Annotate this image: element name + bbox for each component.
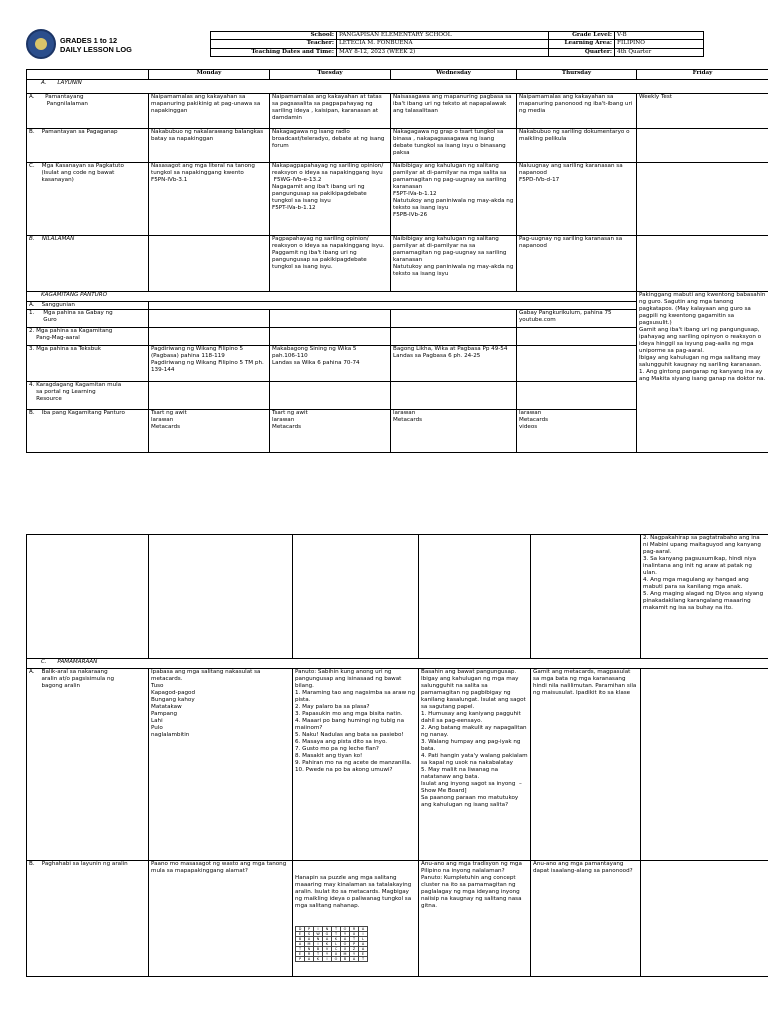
puzzle-cell: T [359,957,368,962]
puzzle-cell: Y [341,932,350,937]
teksbuk-thursday [517,346,637,382]
puzzle-cell: B [341,957,350,962]
balik-aral-label: A. Balik-aral sa nakaraang aralin at/o pagsisimula ng bagong aralin [27,669,149,861]
puzzle-cell: D [296,927,305,932]
friday-assessment-text: Pakinggang mabuti ang kwentong babasahin ng guro. Sagutin ang mga tanong pagkatapos. (May kalayaan ang guro sa pagpili ng kwentong gagamitin sa pagsusulit.) Gamit ang iba't ibang uri ng pangungusap, ipahayag ang sariling opinyon o reaksyon o ideya hinggil sa isyung pag-aalis ng mga uniporme sa pag-aaral. Ibigay ang kahulugan ng mga salitang may salungguhit kaugnay ng sariling karanasan. 1. Ang gintong pangarap ng kanyang ina ay ang Makita siyang isang ganap na doktor na. [637,292,768,453]
kasanayan-label: C. Mga Kasanayan sa Pagkatuto (Isulat ang code ng bawat kasanayan) [27,163,149,236]
puzzle-cell: U [350,932,359,937]
puzzle-cell: I [314,927,323,932]
gabay-monday [149,310,270,328]
puzzle-cell: T [350,937,359,942]
gabay-tuesday [270,310,391,328]
puzzle-cell: X [341,947,350,952]
paghahabi-tuesday [293,861,419,977]
puzzle-cell: K [323,942,332,947]
paghahabi-friday [641,861,768,977]
day-header-thursday: Thursday [517,70,637,80]
nilalaman-tuesday: Pagpapahayag ng sariling opinion/ reaksyon o ideya sa napakinggang isyu. Paggamit ng iba't ibang uri ng pangungusap sa pakikipagdebate tungkol sa isang isyu. [270,236,391,292]
kagamitan-label: 2. Mga pahina sa Kagamitang Pang-Mag-aaral [27,328,149,346]
puzzle-cell: W [314,932,323,937]
puzzle-cell: N [314,937,323,942]
pamantayang-wednesday: Naisasagawa ang mapanuring pagbasa sa iba't ibang uri ng teksto at napapalawak ang talasalitaan [391,94,517,129]
lr-tuesday [270,382,391,410]
puzzle-cell: A [305,957,314,962]
kagamitan-tuesday [270,328,391,346]
document-title: GRADES 1 to 12 DAILY LESSON LOG [60,36,132,54]
teksbuk-monday: Pagdiriwang ng Wikang Filipino 5 (Pagbasa) pahina 118-119 Pagdiriwang ng Wikang Filipino 5 TM ph. 139-144 [149,346,270,382]
nilalaman-wednesday: Naibibigay ang kahulugan ng salitang pamilyar at di-pamilyar na sa pamamagitan ng pag-uugnay sa sariling karanasan Natutukoy ang paniniwala ng may-akda ng teksto sa isang isyu [391,236,517,292]
nilalaman-monday [149,236,270,292]
puzzle-cell: P [305,927,314,932]
puzzle-cell: V [323,947,332,952]
paghahabi-tuesday-text: Hanapin sa puzzle ang mga salitang maaaring may kinalaman sa tatalakaying aralin. Isulat ito sa metacards. Magbigay ng maikling ideya o paliwanag tungkol sa mga salitang nahanap. [295,875,414,909]
puzzle-cell: A [296,942,305,947]
puzzle-cell: I [314,942,323,947]
pamantayang-label: A. Pamantayang Pangnilalaman [27,94,149,129]
lesson-table-page2 [26,534,768,977]
balik-friday [641,669,768,861]
kagamitan-thursday [517,328,637,346]
sanggunian-label: A. Sanggunian [27,302,149,310]
puzzle-cell: A [359,942,368,947]
puzzle-cell: M [305,942,314,947]
iba-tuesday: Tsart ng awit larawan Metacards [270,410,391,453]
continued-wednesday [419,535,531,659]
lr-wednesday [391,382,517,410]
corner-cell [27,70,149,80]
puzzle-cell: T [296,947,305,952]
pagaganap-friday [637,129,768,163]
puzzle-cell: L [332,942,341,947]
puzzle-cell: Y [350,952,359,957]
layunin-heading: A. LAYUNIN [27,80,768,94]
puzzle-cell: A [359,927,368,932]
puzzle-cell: O [341,927,350,932]
kagamitan-wednesday [391,328,517,346]
puzzle-cell: Y [323,952,332,957]
paghahabi-thursday: Anu-ano ang mga pamantayang dapat isaalang-alang sa panonood? [531,861,641,977]
iba-monday: Tsart ng awit larawan Metacards [149,410,270,453]
puzzle-cell: K [314,957,323,962]
day-header-tuesday: Tuesday [270,70,391,80]
pagaganap-label: B. Pamantayan sa Pagaganap [27,129,149,163]
puzzle-cell: S [305,932,314,937]
deped-seal-icon [26,29,56,59]
school-label: School: [211,32,337,40]
pagaganap-tuesday: Nakagagawa ng isang radio broadcast/teleradyo, debate at ng isang forum [270,129,391,163]
lr-thursday [517,382,637,410]
day-header-friday: Friday [637,70,768,80]
puzzle-cell: B [296,937,305,942]
kagamitan-heading: KAGAMITANG PANTURO [27,292,637,302]
puzzle-cell: C [332,947,341,952]
kagamitan-monday [149,328,270,346]
paghahabi-monday: Paano mo masasagot ng wasto ang mga tanong mula sa mapapakinggang alamat? [149,861,293,977]
teacher-value: LETECIA M. FONBUENA [337,40,549,48]
puzzle-cell: E [296,952,305,957]
puzzle-cell: A [323,937,332,942]
puzzle-cell: R [350,927,359,932]
quarter-label: Quarter: [549,48,615,56]
puzzle-cell: B [314,947,323,952]
gabay-wednesday [391,310,517,328]
gabay-thursday: Gabay Pangkurikulum, pahina 75 youtube.com [517,310,637,328]
continued-tuesday [293,535,419,659]
puzzle-cell: A [359,947,368,952]
iba-pang-label: B. Iba pang Kagamitang Panturo [27,410,149,453]
puzzle-row [296,957,368,962]
teksbuk-label: 3. Mga pahina sa Teksbuk [27,346,149,382]
pamamaraan-heading: C. PAMAMARAAN [27,659,768,669]
puzzle-cell: P [296,957,305,962]
dates-value: MAY 8-12, 2023 (WEEK 2) [337,48,549,56]
lr-monday [149,382,270,410]
puzzle-cell: T [314,952,323,957]
gabay-label: 1. Mga pahina sa Gabay ng Guro [27,310,149,328]
teacher-label: Teacher: [211,40,337,48]
nilalaman-label: B. NILALAMAN [27,236,149,292]
balik-tuesday: Panuto: Sabihin kung anong uri ng pangungusap ang isinasaad ng bawat bilang. 1. Maraming tao ang nagsimba sa araw ng pista. 2. May palaro ba sa plasa? 3. Papasukin mo ang mga bisita natin. 4. Maaari po bang humingi ng tubig na maiinom? 5. Naku! Nadulas ang bata sa pasiebo! 6. Masaya ang pista dito sa inyo. 7. Gusto mo pa ng leche flan? 8. Masakit ang tiyan ko! 9. Pahiran mo na ng acete de manzanilla. 10. Pwede na po ba akong umuwi? [293,669,419,861]
puzzle-cell: E [296,932,305,937]
kasanayan-tuesday: Nakapagpapahayag ng sariling opinion/ reaksyon o ideya sa napakinggang isyu F5WG-IVb-e-13.2 Nagagamit ang iba't ibang uri ng pangungusap sa pakikipagdebate tungkol sa isang isyu F5PT-IVa-b-1.12 [270,163,391,236]
puzzle-cell: P [350,942,359,947]
pamantayang-friday: Weekly Test [637,94,768,129]
kasanayan-monday: Nasasagot ang mga literal na tanong tungkol sa napakinggang kwento F5PN-IVb-3.1 [149,163,270,236]
puzzle-cell: I [359,932,368,937]
lr-portal-label: 4. Karagdagang Kagamitan mula sa portal ng Learning Resource [27,382,149,410]
pagaganap-thursday: Nakabubuo ng sariling dokumentaryo o maikling pelikula [517,129,637,163]
continued-thursday [531,535,641,659]
puzzle-cell: U [332,952,341,957]
puzzle-cell: A [341,937,350,942]
teksbuk-tuesday: Makabagong Sining ng Wika 5 pah.106-110 Landas sa Wika 6 pahina 70-74 [270,346,391,382]
puzzle-cell: Z [350,947,359,952]
paghahabi-label: B. Paghahabi sa layunin ng aralin [27,861,149,977]
day-header-monday: Monday [149,70,270,80]
word-puzzle [295,926,368,962]
kasanayan-thursday: Naiuugnay ang sariling karanasan sa napanood F5PD-IVb-d-17 [517,163,637,236]
balik-wednesday: Basahin ang bawat pangungusap. Ibigay ang kahulugan ng mga may salungguhit na salita sa pamamagitan ng pagbibigay ng kanilang kasalungat. Isulat ang sagot sa sagutang papel. 1. Humusay ang kaniyang pagguhit dahil sa pag-eensayo. 2. Ang batang makulit ay napagalitan ng nanay. 3. Walang humpay ang pag-iyak ng bata. 4. Pati hangin yata'y walang pakialam sa kapal ng usok na nakabalatay 5. May maliit na liwanag na natatanaw ang bata. Isulat ang inyong sagot sa inyong – Show Me Board] Sa paanong paraan mo matutukoy ang kahulugan ng isang salita? [419,669,531,861]
pagaganap-wednesday: Nakagagawa ng grap o tsart tungkol sa binasa , nakapagsasagawa ng isang debate tungkol sa isang isyu o binasang paksa [391,129,517,163]
puzzle-cell: A [305,937,314,942]
puzzle-cell: O [341,942,350,947]
puzzle-cell: O [332,957,341,962]
continued-label [27,535,149,659]
balik-thursday: Gamit ang metacards, magpasulat sa mga bata ng mga karanasang hindi nila nalilimutan. Paramihan sila ng maisusulat. Ipadikit ito sa klase [531,669,641,861]
teksbuk-wednesday: Bagong Likha, Wika at Pagbasa Pp 49-54 Landas sa Pagbasa 6 ph. 24-25 [391,346,517,382]
kasanayan-friday [637,163,768,236]
sanggunian-cell [149,302,637,310]
grade-value: V-B [615,32,704,40]
kasanayan-wednesday: Naibibigay ang kahulugan ng salitang pamilyar at di-pamilyar na mga salita sa pamamagitan ng pag-uugnay sa sariling karanasan F5PT-IVa-b-1.12 Natutukoy ang paniniwala ng may-akda ng teksto sa isang isyu F5PB-IVb-26 [391,163,517,236]
pamantayang-thursday: Naipamamalas ang kakayahan sa mapanuring panonood ng iba't-ibang uri ng media [517,94,637,129]
dates-label: Teaching Dates and Time: [211,48,337,56]
nilalaman-friday [637,236,768,292]
iba-thursday: larawan Metacards videos [517,410,637,453]
puzzle-cell: A [350,957,359,962]
balik-monday: Ipabasa ang mga salitang nakasulat sa metacards. Tuso Kapagod-pagod Bungang kahoy Matatakaw Pampang Lahi Pulo naglalambitin [149,669,293,861]
puzzle-cell: L [359,937,368,942]
grade-label: Grade Level: [549,32,615,40]
paghahabi-wednesday: Anu-ano ang mga tradisyon ng mga Pilipino na inyong nalalaman? Panuto: Kumpletuhin ang concept cluster na ito sa pamamagitan ng paglalagay ng mga ideyang inyong naiisip na kaugnay ng salitang nasa gitna. [419,861,531,977]
puzzle-cell: I [323,957,332,962]
pagaganap-monday: Nakabubuo ng nakalarawang balangkas batay sa napakinggan [149,129,270,163]
puzzle-cell: T [332,927,341,932]
pamantayang-tuesday: Naipamamalas ang kakayahan at tatas sa pagsasalita sa pagpapahayag ng sariling ideya , kaisipan, karanasan at damdamin [270,94,391,129]
puzzle-cell: K [332,937,341,942]
continued-monday [149,535,293,659]
area-label: Learning Area: [549,40,615,48]
day-header-wednesday: Wednesday [391,70,517,80]
puzzle-cell: G [323,932,332,937]
pamantayang-monday: Naipamamalas ang kakayahan sa mapanuring pakikinig at pag-unawa sa napakinggan [149,94,270,129]
puzzle-cell: E [359,952,368,957]
puzzle-cell: N [305,947,314,952]
lesson-table-page1 [26,69,768,453]
puzzle-cell: N [323,927,332,932]
quarter-value: 4th Quarter [615,48,704,56]
school-value: PANGAPISAN ELEMENTARY SCHOOL [337,32,549,40]
area-value: FILIPINO [615,40,704,48]
nilalaman-thursday: Pag-uugnay ng sariling karanasan sa napanood [517,236,637,292]
puzzle-cell: R [305,952,314,957]
info-table [210,31,704,57]
iba-wednesday: larawan Metacards [391,410,517,453]
puzzle-cell: T [332,932,341,937]
puzzle-cell: M [341,952,350,957]
friday-continued-text: 2. Nagpakahirap sa pagtatrabaho ang ina ni Mabini upang maitaguyod ang kanyang pag-aaral. 3. Sa kanyang pagsusumikap, hindi niya inalintana ang init ng araw at patak ng ulan. 4. Ang mga magulang ay hangad ang mabuti para sa kanilang mga anak. 5. Ang maging alagad ng Diyos ang siyang pinakadakilang karangalang maaaring makamit ng isa sa buhay na ito. [641,535,768,659]
